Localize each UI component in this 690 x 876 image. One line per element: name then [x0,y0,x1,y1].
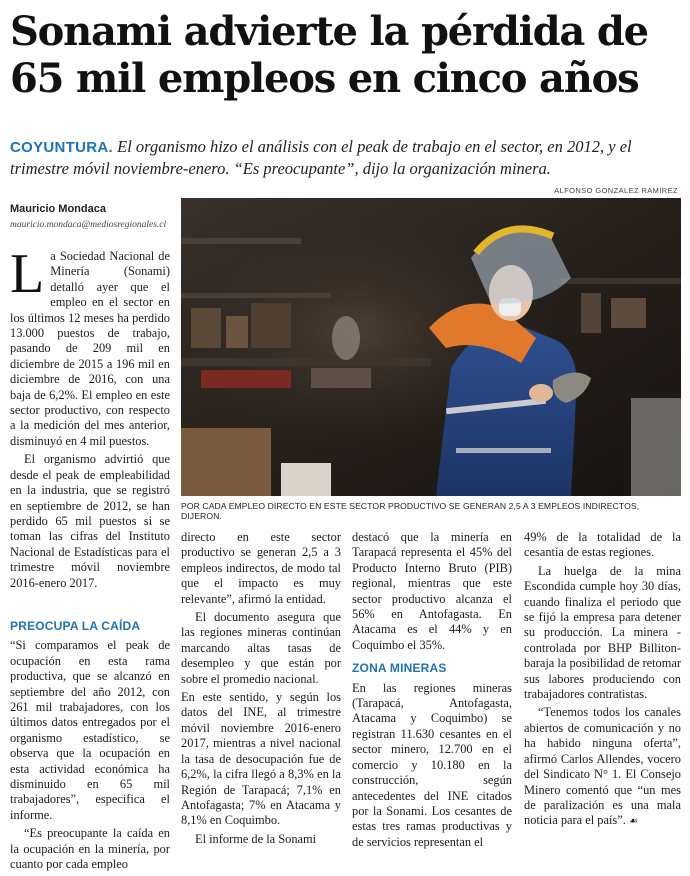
lead-paragraph-text: a Sociedad Nacional de Minería (Sonami) detalló ayer que el empleo en el sector en los últimos 12 meses ha perdido 13.000 puestos de trabajo, pasando de 209 mil en diciembre de 2015 a 196 mil en diciembre de 2016, con una baja de 6,2%. El empleo en este sector productivo, con respecto a la medición del mes anterior, disminuyó en 4 mil puestos. [10,249,170,448]
end-mark-icon: ☙ [628,816,638,828]
deck [10,136,680,179]
worker-photo-illustration [181,198,681,496]
photo-caption: POR CADA EMPLEO DIRECTO EN ESTE SECTOR PRODUCTIVO SE GENERAN 2,5 A 3 EMPLEOS INDIRECTOS, DIJERON. [181,501,640,521]
deck-text: El organismo hizo el análisis con el peak de trabajo en el sector, en 2012, y el trimestre móvil noviembre-enero. “Es preocupante”, dijo la organización minera. [10,137,632,178]
paragraph: destacó que la minería en Tarapacá representa el 45% del Producto Interno Bruto (PIB) regional, mientras que este sector productivo alcanza el 56% en Antofagasta. En Atacama es el 44% y en Coquimbo el 35%. [352,530,512,652]
subhead-zona-mineras: ZONA MINERAS [352,661,447,676]
article-photo [181,198,681,496]
headline: Sonami advierte la pérdida de 65 mil empleos en cinco años [10,8,648,102]
paragraph: En las regiones mineras (Tarapacá, Antofagasta, Atacama y Coquimbo) se registran 11.630 cesantes en el sector minero, 12.700 en el comercio y 10.180 en la construcción, según antecedentes del INE citados por la Sonami. Los cesantes de estas tres ramas productivas y de servicios representan el [352,680,512,849]
paragraph: “Si comparamos el peak de ocupación en esta rama productiva, que se alcanzó en septiembre del año 2012, con 261 mil trabajadores, con los últimos datos entregados por el organismo estadístico, se observa que la ocupación en esta actividad económica ha disminuido en 65 mil trabajadores”, especifica el informe. [10,638,170,822]
lead-paragraph [10,243,170,449]
paragraph: El informe de la Sonami [195,831,317,846]
article-column-3 [352,530,512,853]
author-name: Mauricio Mondaca [10,203,106,215]
drop-cap: L [10,243,45,305]
paragraph: El documento asegura que las regiones mineras continúan marcando altas tasas de desempleo y que están por sobre el promedio nacional. [181,610,341,686]
subhead-preocupa: PREOCUPA LA CAÍDA [10,619,141,633]
paragraph-text: “Tenemos todos los canales abiertos de comunicación y no ha habido ninguna oferta”, afirmó Carlos Allendes, vocero del Sindicato N° 1. El Consejo Minero comentó que “un mes de paralización es una mala noticia para el país”. [524,705,681,828]
paragraph: 49% de la totalidad de la cesantía de estas regiones. [524,530,681,560]
article-column-1 [10,243,170,594]
paragraph: “Es preocupante la caída en la ocupación en la minería, por cuanto por cada empleo [10,826,170,872]
article-column-4 [524,530,681,833]
paragraph: La huelga de la mina Escondida cumple hoy 30 días, cuando finaliza el periodo que se fijó la empresa para detener su producción. La minera -controlada por BHP Billiton- baraja la posibilidad de retomar sus labores produciendo con trabajadores contratistas. [524,563,681,702]
article-column-2 [181,530,341,850]
paragraph: directo en este sector productivo se generan 2,5 a 3 empleos indirectos, de modo tal que el impacto es muy relevante”, afirmó la entidad. [181,530,341,606]
deck-kicker: COYUNTURA. [10,139,113,156]
paragraph: En este sentido, y según los datos del INE, al trimestre móvil noviembre 2016-enero 2017, mientras a nivel nacional la tasa de desocupación fue de 6,2%, la cifra llegó a 8,3% en la Región de Tarapacá; 7,1% en Antofagasta; 7% en Atacama y 8,1% en Coquimbo. [181,690,341,828]
photo-credit: ALFONSO GONZALEZ RAMIREZ [554,186,678,195]
author-email: mauricio.mondaca@mediosregionales.cl [10,220,167,230]
paragraph [524,705,681,829]
article-column-1-lower [10,611,170,876]
paragraph: El organismo advirtió que desde el peak de empleabilidad en la industria, que se registró en septiembre de 2012, se han perdido 65 mil puestos si se toman las cifras del Instituto Nacional de Estadísticas para el trimestre móvil noviembre 2016-enero 2017. [10,452,170,590]
